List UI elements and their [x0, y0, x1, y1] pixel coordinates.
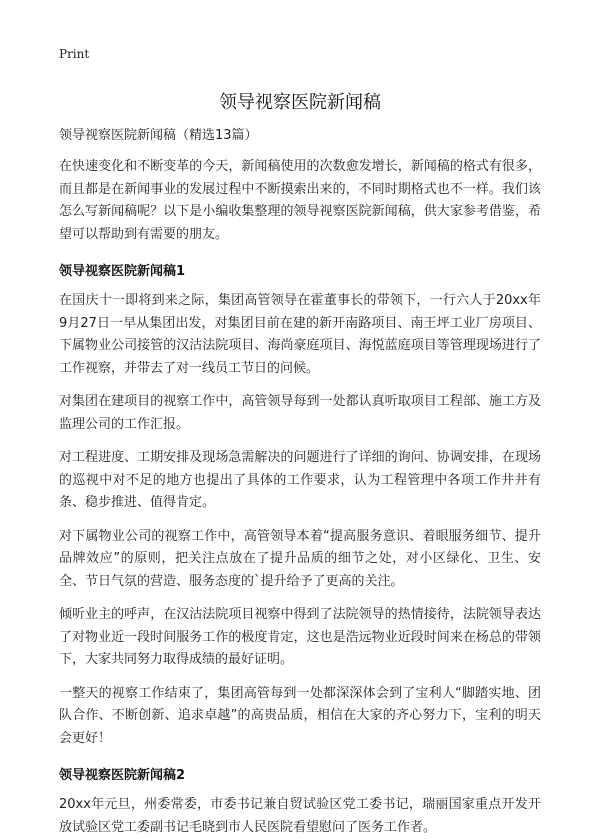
print-link[interactable]: Print — [59, 47, 90, 61]
page-title: 领导视察医院新闻稿 — [219, 92, 381, 113]
article-subtitle: 领导视察医院新闻稿（精选13篇） — [59, 128, 258, 143]
section-1-paragraph-1: 在国庆十一即将到来之际，集团高管领导在霍董事长的带领下，一行六人于20xx年9月27日一早从集团出发，对集团目前在建的新开南路项目、南王坪工业厂房项目、下属物业公司接管的汉沽法院项目、海尚豪庭项目、海悦蓝庭项目等管理现场进行了工作视察，并带去了对一线员工节日的问候。 — [59, 293, 541, 376]
section-2-paragraph-1: 20xx年元旦，州委常委，市委书记兼自贸试验区党工委书记，瑞丽国家重点开发开放试验区党工委副书记毛晓到市人民医院看望慰问了医务工作者。 — [59, 797, 541, 835]
section-1-paragraph-6: 一整天的视察工作结束了，集团高管每到一处都深深体会到了宝利人“脚踏实地、团队合作、不断创新、追求卓越”的高贵品质，相信在大家的齐心努力下，宝利的明天会更好！ — [59, 685, 541, 746]
section-1-paragraph-4: 对下属物业公司的视察工作中，高管领导本着“提高服务意识、着眼服务细节、提升品牌效应”的原则，把关注点放在了提升品质的细节之处，对小区绿化、卫生、安全、节日气氛的营造、服务态度的`提升给予了更高的关注。 — [59, 528, 541, 589]
section-1-paragraph-5: 倾听业主的呼声，在汉沽法院项目视察中得到了法院领导的热情接待，法院领导表达了对物业近一段时间服务工作的极度肯定，这也是浩远物业近段时间来在杨总的带领下，大家共同努力取得成绩的最好证明。 — [59, 607, 541, 667]
section-1-paragraph-3: 对工程进度、工期安排及现场急需解决的问题进行了详细的询问、协调安排，在现场的巡视中对不足的地方也提出了具体的工作要求，认为工程管理中各项工作井井有条、稳步推进、值得肯定。 — [59, 450, 541, 510]
section-heading-2: 领导视察医院新闻稿2 — [59, 768, 186, 783]
intro-paragraph: 在快速变化和不断变革的今天，新闻稿使用的次数愈发增长，新闻稿的格式有很多，而且都是在新闻事业的发展过程中不断摸索出来的，不同时期格式也不一样。我们该怎么写新闻稿呢？以下是小编收集整理的领导视察医院新闻稿，供大家参考借鉴，希望可以帮助到有需要的朋友。 — [59, 159, 541, 242]
section-heading-1: 领导视察医院新闻稿1 — [59, 264, 186, 279]
section-1-paragraph-2: 对集团在建项目的视察工作中，高管领导每到一处都认真听取项目工程部、施工方及监理公司的工作汇报。 — [59, 394, 541, 432]
